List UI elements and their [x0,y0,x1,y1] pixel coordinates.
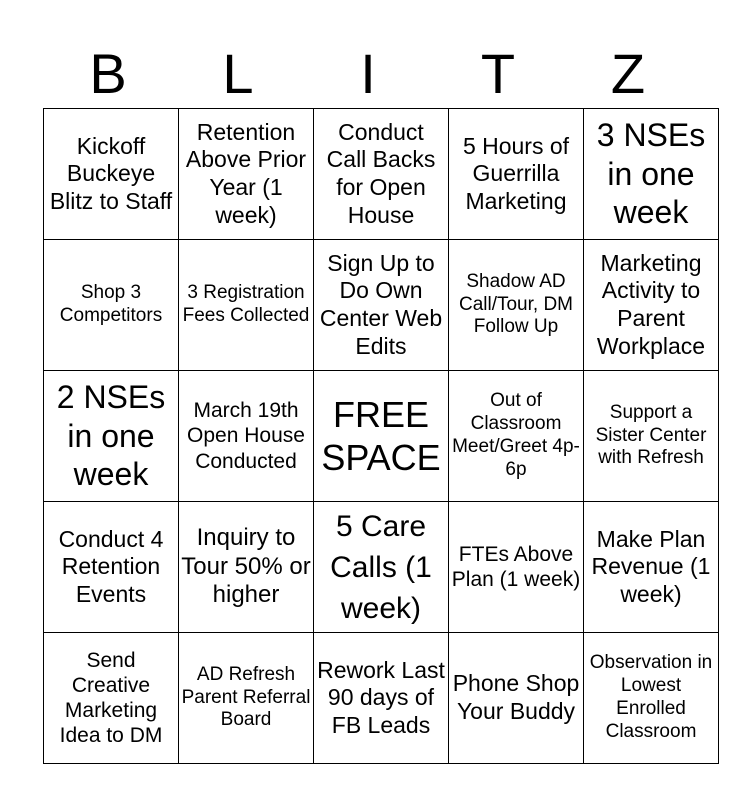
bingo-cell: Marketing Activity to Parent Workplace [584,240,719,371]
bingo-cell: Sign Up to Do Own Center Web Edits [314,240,449,371]
bingo-cell: 3 NSEs in one week [584,109,719,240]
bingo-cell: Observation in Lowest Enrolled Classroom [584,633,719,764]
header-letter-b: B [89,42,127,105]
bingo-cell: 3 Registration Fees Collected [179,240,314,371]
header-letter-i: I [360,42,376,105]
header-letter-z: Z [610,42,646,105]
bingo-cell: 5 Hours of Guerrilla Marketing [449,109,584,240]
board-row-2 [44,240,719,371]
bingo-cell: Make Plan Revenue (1 week) [584,502,719,633]
bingo-cell: March 19th Open House Conducted [179,371,314,502]
bingo-cell: 2 NSEs in one week [44,371,179,502]
bingo-cell: Kickoff Buckeye Blitz to Staff [44,109,179,240]
bingo-cell: Conduct 4 Retention Events [44,502,179,633]
bingo-cell: Conduct Call Backs for Open House [314,109,449,240]
bingo-header [43,40,693,108]
board-row-5 [44,633,719,764]
bingo-cell: Rework Last 90 days of FB Leads [314,633,449,764]
bingo-board [43,108,719,764]
bingo-cell: AD Refresh Parent Referral Board [179,633,314,764]
bingo-cell: Support a Sister Center with Refresh [584,371,719,502]
bingo-cell: Shop 3 Competitors [44,240,179,371]
bingo-cell: Send Creative Marketing Idea to DM [44,633,179,764]
free-space-cell: FREE SPACE [314,371,449,502]
header-letter-t: T [480,42,516,105]
board-row-1 [44,109,719,240]
board-row-3 [44,371,719,502]
header-letter-l: L [222,42,254,105]
bingo-cell: Phone Shop Your Buddy [449,633,584,764]
bingo-cell: Shadow AD Call/Tour, DM Follow Up [449,240,584,371]
bingo-cell: 5 Care Calls (1 week) [314,502,449,633]
board-row-4 [44,502,719,633]
bingo-cell: FTEs Above Plan (1 week) [449,502,584,633]
bingo-cell: Inquiry to Tour 50% or higher [179,502,314,633]
bingo-cell: Out of Classroom Meet/Greet 4p-6p [449,371,584,502]
bingo-cell: Retention Above Prior Year (1 week) [179,109,314,240]
